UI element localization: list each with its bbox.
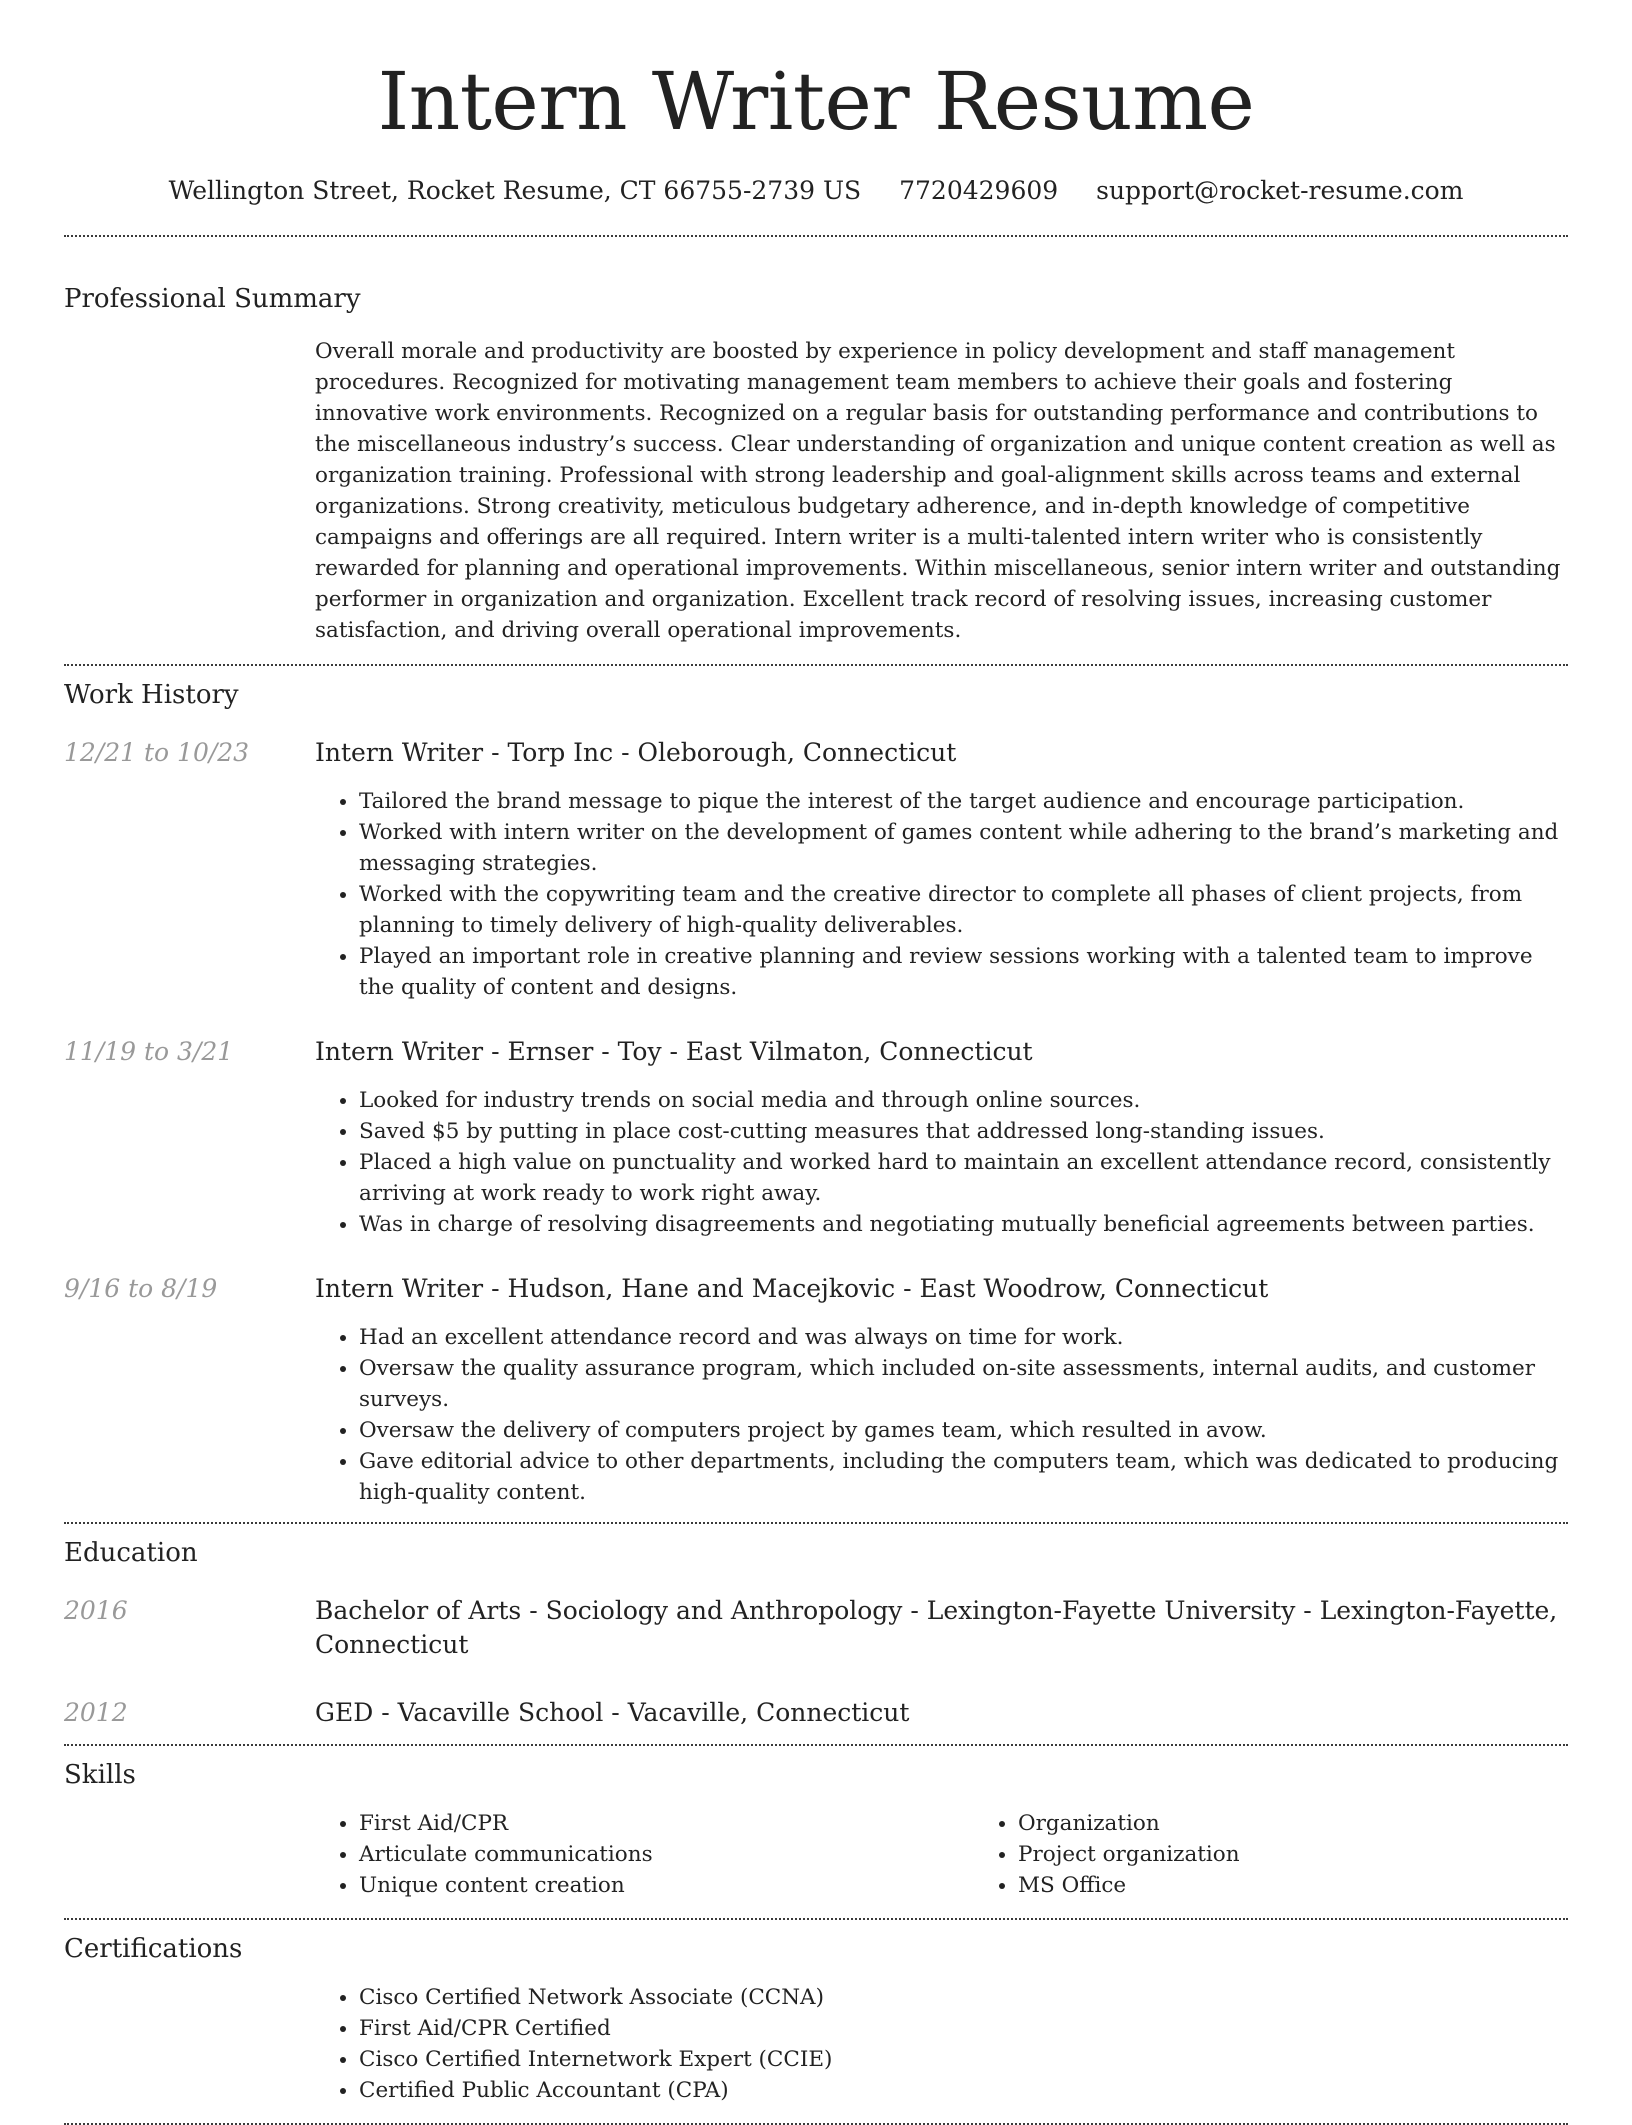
resume-title: Intern Writer Resume bbox=[377, 55, 1255, 148]
skill-item: • Project organization bbox=[1018, 1839, 1632, 1870]
education-degree: GED - Vacaville School - Vacaville, Connecticut bbox=[315, 1698, 910, 1727]
list-item: • Oversaw the delivery of computers project by games team, which resulted in avow. bbox=[359, 1415, 1568, 1446]
job-dates: 11/19 to 3/21 bbox=[64, 1037, 234, 1066]
section-divider bbox=[64, 664, 1568, 666]
education-year: 2012 bbox=[64, 1698, 128, 1727]
job-entry bbox=[64, 736, 1568, 1003]
section-divider bbox=[64, 1744, 1568, 1746]
job-title: Intern Writer - Ernser - Toy - East Vilmaton, Connecticut bbox=[315, 1037, 1033, 1066]
education-entry bbox=[64, 1594, 1568, 1662]
section-divider bbox=[64, 235, 1568, 237]
certification-item: • Cisco Certified Internetwork Expert (CCIE) bbox=[359, 2044, 1568, 2075]
list-item: • Tailored the brand message to pique the interest of the target audience and encourage participation. bbox=[359, 786, 1568, 817]
education-heading: Education bbox=[64, 1538, 198, 1568]
summary-row bbox=[64, 336, 1568, 646]
job-title: Intern Writer - Hudson, Hane and Macejkovic - East Woodrow, Connecticut bbox=[315, 1274, 1269, 1303]
certifications-heading: Certifications bbox=[64, 1934, 243, 1964]
list-item: • Saved $5 by putting in place cost-cutting measures that addressed long-standing issues. bbox=[359, 1116, 1568, 1147]
list-item: • Worked with intern writer on the development of games content while adhering to the brand’s marketing and messaging strategies. bbox=[359, 817, 1568, 879]
summary-text: Overall morale and productivity are boosted by experience in policy development and staff management procedures. Recognized for motivating management team members to achieve their goals and fostering innovative work environments. Recognized on a regular basis for outstanding performance and contributions to the miscellaneous industry’s success. Clear understanding of organization and unique content creation as well as organization training. Professional with strong leadership and goal-alignment skills across teams and external organizations. Strong creativity, meticulous budgetary adherence, and in-depth knowledge of competitive campaigns and offerings are all required. Intern writer is a multi-talented intern writer who is consistently rewarded for planning and operational improvements. Within miscellaneous, senior intern writer and outstanding performer in organization and organization. Excellent track record of resolving issues, increasing customer satisfaction, and driving overall operational improvements. bbox=[315, 339, 1561, 643]
skills-heading: Skills bbox=[64, 1760, 136, 1790]
certifications-row bbox=[64, 1982, 1568, 2106]
skill-item: • MS Office bbox=[1018, 1870, 1632, 1901]
education-year: 2016 bbox=[64, 1596, 128, 1625]
list-item: • Placed a high value on punctuality and worked hard to maintain an excellent attendance record, consistently arriving at work ready to work right away. bbox=[359, 1147, 1568, 1209]
job-dates: 12/21 to 10/23 bbox=[64, 738, 250, 767]
contact-info bbox=[64, 174, 1568, 208]
section-divider bbox=[64, 1918, 1568, 1920]
job-bullets bbox=[315, 1322, 1568, 1508]
list-item: • Was in charge of resolving disagreements and negotiating mutually beneficial agreements between parties. bbox=[359, 1209, 1568, 1240]
job-bullets bbox=[315, 1085, 1568, 1240]
work-history-heading: Work History bbox=[64, 680, 239, 710]
summary-heading: Professional Summary bbox=[64, 284, 361, 314]
education-degree: Bachelor of Arts - Sociology and Anthropology - Lexington-Fayette University - Lexington-Fayette, Connecticut bbox=[315, 1596, 1558, 1659]
section-divider bbox=[64, 1522, 1568, 1524]
contact-phone: 7720429609 bbox=[899, 176, 1059, 205]
job-dates: 9/16 to 8/19 bbox=[64, 1274, 218, 1303]
skills-grid bbox=[315, 1808, 1632, 1901]
contact-email[interactable]: support@rocket-resume.com bbox=[1096, 176, 1464, 205]
list-item: • Oversaw the quality assurance program, which included on-site assessments, internal audits, and customer surveys. bbox=[359, 1353, 1568, 1415]
contact-address: Wellington Street, Rocket Resume, CT 66755-2739 US bbox=[168, 176, 862, 205]
skills-row bbox=[64, 1808, 1568, 1901]
list-item: • Gave editorial advice to other departments, including the computers team, which was dedicated to producing high-quality content. bbox=[359, 1446, 1568, 1508]
skills-list-right bbox=[974, 1808, 1632, 1901]
skill-item: • Articulate communications bbox=[359, 1839, 974, 1870]
list-item: • Played an important role in creative planning and review sessions working with a talented team to improve the quality of content and designs. bbox=[359, 941, 1568, 1003]
certification-item: • Cisco Certified Network Associate (CCNA) bbox=[359, 1982, 1568, 2013]
job-entry bbox=[64, 1035, 1568, 1240]
list-item: • Looked for industry trends on social media and through online sources. bbox=[359, 1085, 1568, 1116]
job-entry bbox=[64, 1272, 1568, 1508]
list-item: • Worked with the copywriting team and the creative director to complete all phases of client projects, from planning to timely delivery of high-quality deliverables. bbox=[359, 879, 1568, 941]
skill-item: • Organization bbox=[1018, 1808, 1632, 1839]
list-item: • Had an excellent attendance record and was always on time for work. bbox=[359, 1322, 1568, 1353]
job-title: Intern Writer - Torp Inc - Oleborough, Connecticut bbox=[315, 738, 957, 767]
certifications-list bbox=[315, 1982, 1568, 2106]
job-bullets bbox=[315, 786, 1568, 1003]
certification-item: • First Aid/CPR Certified bbox=[359, 2013, 1568, 2044]
skills-list-left bbox=[315, 1808, 974, 1901]
skill-item: • Unique content creation bbox=[359, 1870, 974, 1901]
skill-item: • First Aid/CPR bbox=[359, 1808, 974, 1839]
certification-item: • Certified Public Accountant (CPA) bbox=[359, 2075, 1568, 2106]
education-entry bbox=[64, 1696, 1568, 1730]
